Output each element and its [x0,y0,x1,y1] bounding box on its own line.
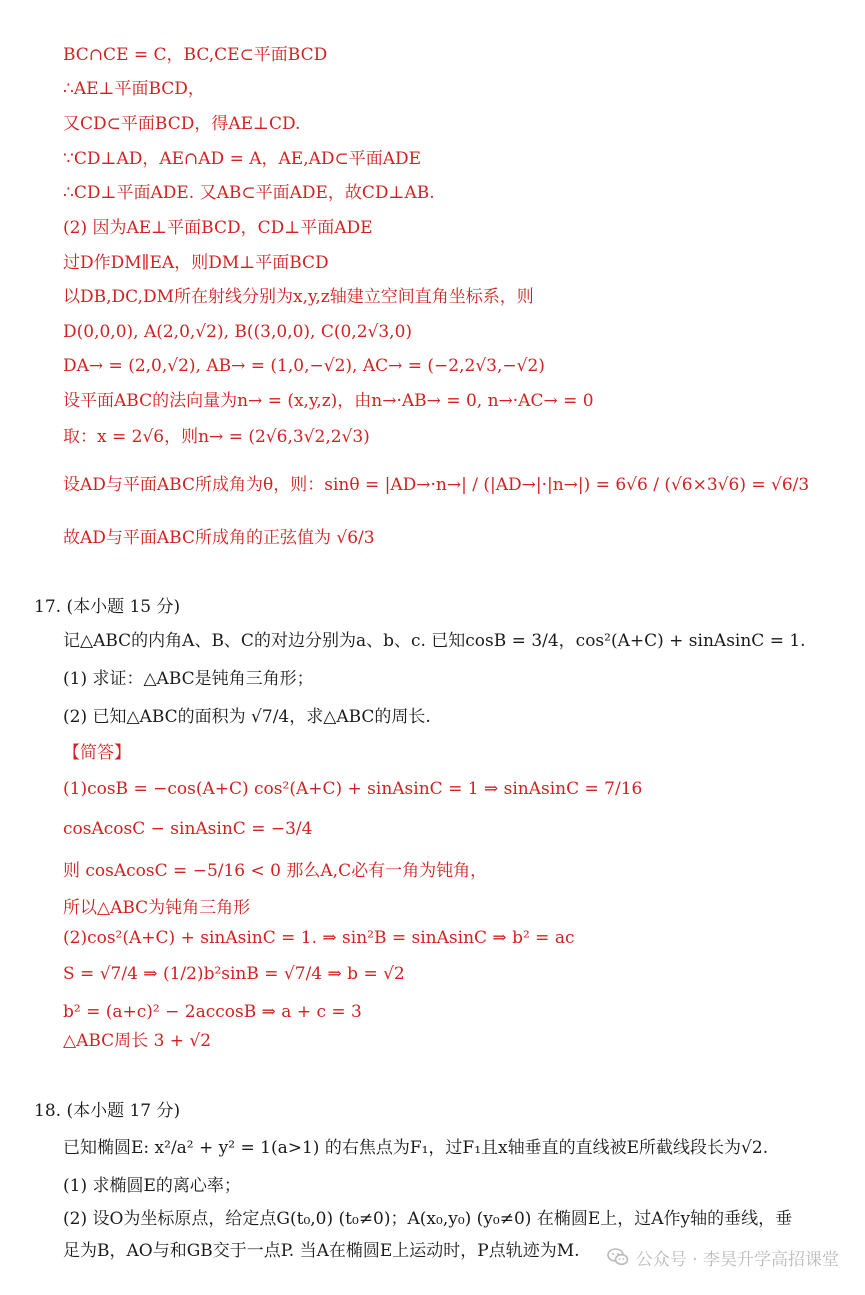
problem-header: 17. (本小题 15 分) [34,597,181,617]
solution-line: 过D作DM∥EA，则DM⊥平面BCD [63,253,329,273]
solution-line: 又CD⊂平面BCD，得AE⊥CD. [63,114,301,134]
answer-line: (1)cosB = −cos(A+C) cos²(A+C) + sinAsinC = 1 ⇒ sinAsinC = 7/16 [63,779,643,799]
solution-line: ∵CD⊥AD，AE∩AD = A，AE,AD⊂平面ADE [63,149,422,169]
answer-line: b² = (a+c)² − 2accosB ⇒ a + c = 3 [63,1002,362,1022]
problem-part: (2) 已知△ABC的面积为 √7/4，求△ABC的周长. [63,707,431,727]
solution-line: 取：x = 2√6，则n→ = (2√6,3√2,2√3) [63,427,370,447]
solution-line: 设平面ABC的法向量为n→ = (x,y,z)，由n→·AB→ = 0, n→·AC→ = 0 [63,391,594,411]
problem-statement: 记△ABC的内角A、B、C的对边分别为a、b、c. 已知cosB = 3/4，cos²(A+C) + sinAsinC = 1. [63,631,806,651]
answer-line: cosAcosC − sinAsinC = −3/4 [63,819,313,839]
solution-line: 以DB,DC,DM所在射线分别为x,y,z轴建立空间直角坐标系，则 [63,287,534,307]
problem-header: 18. (本小题 17 分) [34,1101,181,1121]
problem-statement: 已知椭圆E: x²/a² + y² = 1(a>1) 的右焦点为F₁，过F₁且x轴垂直的直线被E所截线段长为√2. [63,1138,769,1158]
solution-line: ∴CD⊥平面ADE. 又AB⊂平面ADE，故CD⊥AB. [63,183,435,203]
answer-line: S = √7/4 ⇒ (1/2)b²sinB = √7/4 ⇒ b = √2 [63,964,405,984]
solution-line: 设AD与平面ABC所成角为θ，则：sinθ = |AD→·n→| / (|AD→|·|n→|) = 6√6 / (√6×3√6) = √6/3 [63,475,810,495]
solution-line: (2) 因为AE⊥平面BCD，CD⊥平面ADE [63,218,373,238]
problem-part: 足为B，AO与和GB交于一点P. 当A在椭圆E上运动时，P点轨迹为M. [63,1241,580,1261]
problem-part: (1) 求椭圆E的离心率； [63,1176,241,1196]
solution-line: DA→ = (2,0,√2), AB→ = (1,0,−√2), AC→ = (−2,2√3,−√2) [63,356,545,376]
solution-line: D(0,0,0), A(2,0,√2), B((3,0,0), C(0,2√3,0) [63,322,413,342]
answer-line: △ABC周长 3 + √2 [63,1031,212,1051]
problem-part: (2) 设O为坐标原点，给定点G(t₀,0) (t₀≠0)；A(x₀,y₀) (y₀≠0) 在椭圆E上，过A作y轴的垂线，垂 [63,1209,793,1229]
solution-line: BC∩CE = C，BC,CE⊂平面BCD [63,45,328,65]
problem-part: (1) 求证：△ABC是钝角三角形； [63,669,314,689]
solution-line: 故AD与平面ABC所成角的正弦值为 √6/3 [63,528,375,548]
wechat-icon [606,1245,630,1269]
answer-line: 则 cosAcosC = −5/16 < 0 那么A,C必有一角为钝角， [63,861,488,881]
answer-line: (2)cos²(A+C) + sinAsinC = 1. ⇒ sin²B = sinAsinC ⇒ b² = ac [63,928,575,948]
solution-line: ∴AE⊥平面BCD， [63,79,205,99]
watermark [606,1244,839,1270]
answer-line: 所以△ABC为钝角三角形 [63,898,251,918]
watermark-text: 公众号 · 李昊升学高招课堂 [635,1249,839,1270]
answer-label: 【简答】 [63,743,131,763]
